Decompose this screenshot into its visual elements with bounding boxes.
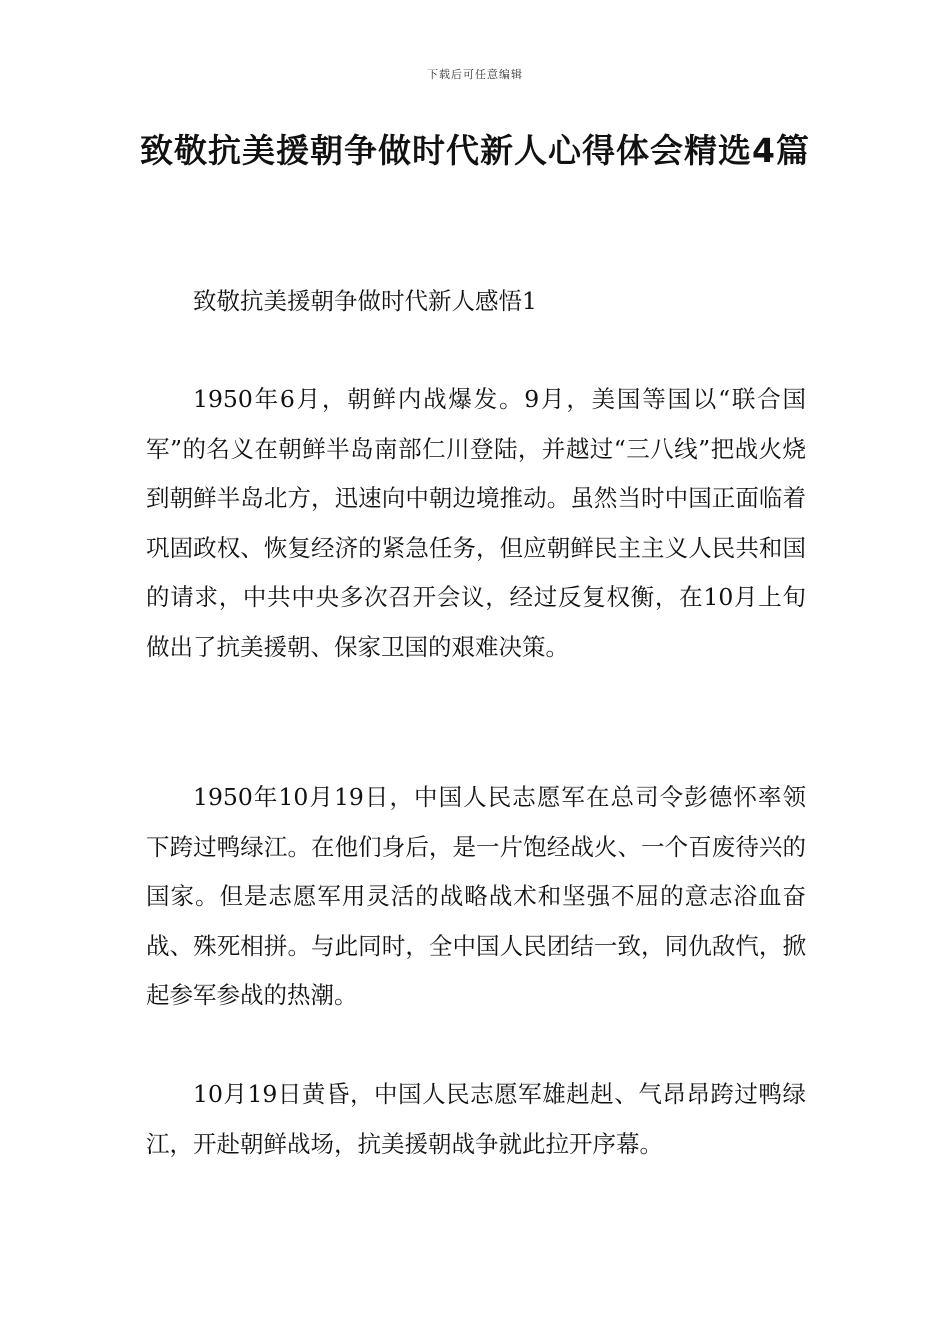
section-heading: 致敬抗美援朝争做时代新人感悟1	[193, 287, 537, 315]
document-title: 致敬抗美援朝争做时代新人心得体会精选4篇	[140, 131, 810, 170]
paragraph-3: 10月19日黄昏，中国人民志愿军雄赳赳、气昂昂跨过鸭绿江，开赴朝鲜战场，抗美援朝战争就此拉开序幕。	[146, 1080, 806, 1158]
header-note: 下载后可任意编辑	[427, 68, 523, 81]
paragraph-1: 1950年6月，朝鲜内战爆发。9月，美国等国以“联合国军”的名义在朝鲜半岛南部仁川登陆，并越过“三八线”把战火烧到朝鲜半岛北方，迅速向中朝边境推动。虽然当时中国正面临着巩固政权、恢复经济的紧急任务，但应朝鲜民主主义人民共和国的请求，中共中央多次召开会议，经过反复权衡，在10月上旬做出了抗美援朝、保家卫国的艰难决策。	[146, 385, 806, 661]
paragraph-2: 1950年10月19日，中国人民志愿军在总司令彭德怀率领下跨过鸭绿江。在他们身后，是一片饱经战火、一个百废待兴的国家。但是志愿军用灵活的战略战术和坚强不屈的意志浴血奋战、殊死相拼。与此同时，全中国人民团结一致，同仇敌忾，掀起参军参战的热潮。	[146, 783, 806, 1010]
